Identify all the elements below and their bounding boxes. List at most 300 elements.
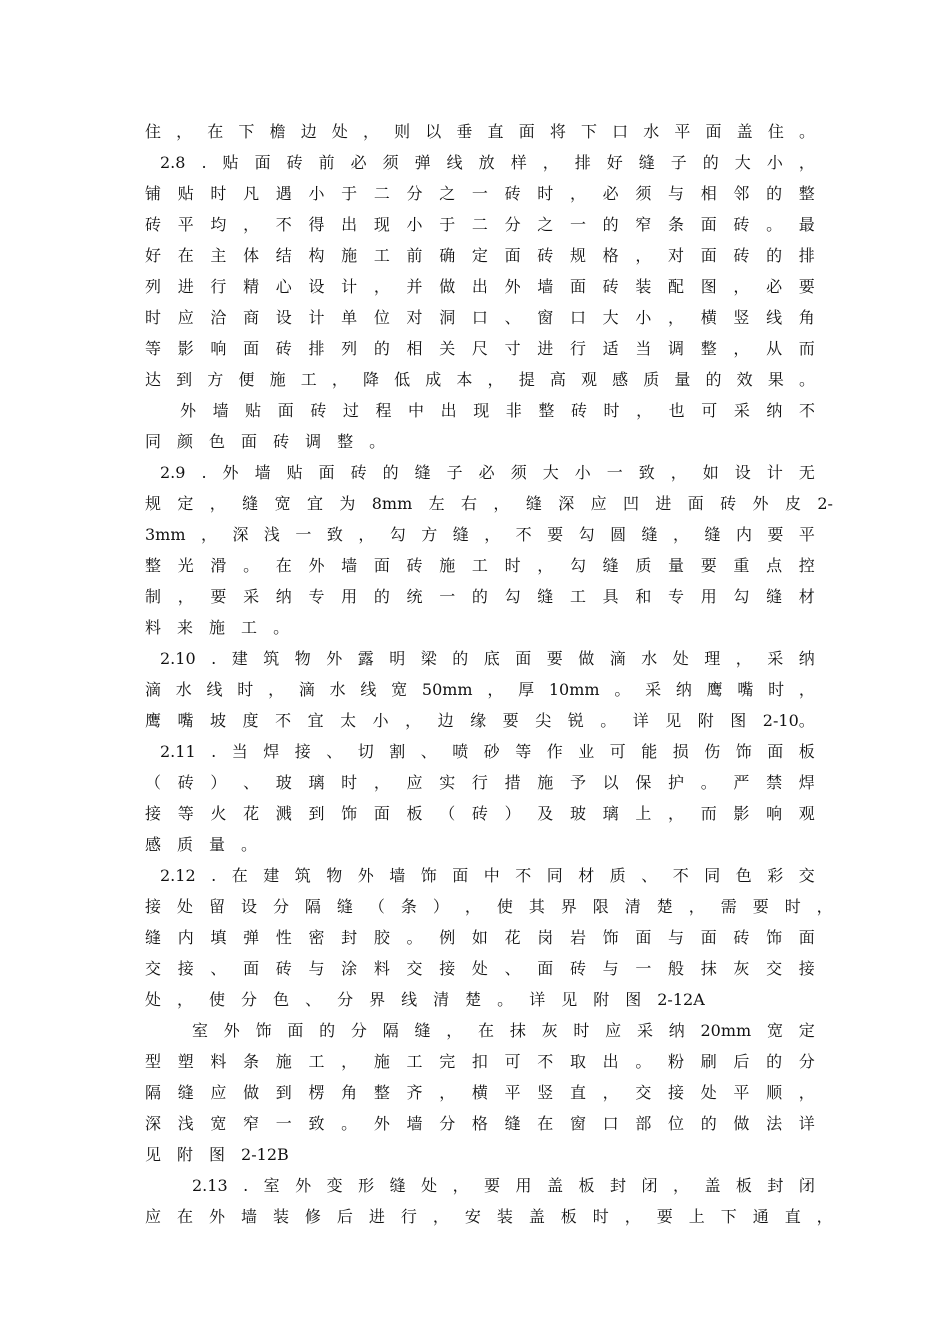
text-token: 内: [177, 928, 194, 947]
text-token: 时: [573, 1021, 590, 1040]
text-token: 其: [528, 897, 545, 916]
text-token: 线: [401, 990, 418, 1009]
text-token: 缝: [504, 1114, 521, 1133]
text-token: 寸: [504, 339, 521, 358]
text-line: [145, 798, 815, 829]
text-token: 洽: [210, 308, 227, 327]
text-token: 要: [484, 1176, 501, 1195]
text-token: 口: [612, 122, 629, 141]
text-token: ，: [439, 1083, 456, 1102]
text-token: 、: [641, 866, 658, 885]
text-token: 之: [537, 215, 554, 234]
text-token: ，: [798, 1083, 815, 1102]
text-token: 浅: [263, 525, 280, 544]
text-token: ，: [537, 556, 554, 575]
text-token: 不: [275, 711, 292, 730]
text-token: ，: [268, 680, 285, 699]
text-token: 面: [767, 742, 784, 761]
text-token: 线: [766, 308, 783, 327]
text-token: 整: [373, 1083, 390, 1102]
text-token: 2.9: [160, 463, 186, 482]
text-token: 建: [231, 649, 248, 668]
text-token: 相: [700, 184, 717, 203]
text-token: 一: [635, 959, 652, 978]
text-token: 玻: [569, 804, 586, 823]
text-token: 分: [350, 1021, 367, 1040]
text-token: 外: [373, 1114, 390, 1133]
text-token: 墙: [254, 463, 271, 482]
text-token: 2-12A: [657, 990, 705, 1009]
text-token: 控: [798, 556, 815, 575]
text-token: 缝: [537, 587, 554, 606]
text-token: 砖: [733, 928, 750, 947]
text-token: 二: [471, 215, 488, 234]
text-token: 勾: [578, 525, 595, 544]
text-token: 闭: [798, 1176, 815, 1195]
text-token: 露: [357, 649, 374, 668]
text-token: 贴: [177, 184, 194, 203]
text-token: 嘴: [737, 680, 754, 699]
text-token: 致: [326, 525, 343, 544]
text-token: 口: [569, 308, 586, 327]
text-token: 贴: [222, 153, 239, 172]
text-token: 观: [580, 370, 597, 389]
text-token: 部: [635, 1114, 652, 1133]
text-token: 、: [210, 959, 227, 978]
text-token: 厚: [518, 680, 535, 699]
text-token: 予: [569, 773, 586, 792]
text-line: [145, 240, 815, 271]
text-token: 如: [471, 928, 488, 947]
text-token: 保: [635, 773, 652, 792]
text-token: 排: [798, 246, 815, 265]
text-token: 要: [767, 525, 784, 544]
text-token: 面: [287, 1021, 304, 1040]
text-token: 面: [241, 432, 258, 451]
text-token: 砖: [537, 246, 554, 265]
text-token: 如: [702, 463, 719, 482]
text-token: 接: [145, 804, 162, 823]
text-token: 密: [308, 928, 325, 947]
text-token: 设: [734, 463, 751, 482]
text-token: 交: [798, 866, 815, 885]
text-token: 尖: [535, 711, 552, 730]
text-token: 排: [308, 339, 325, 358]
text-token: 施: [275, 1052, 292, 1071]
text-token: 平: [798, 525, 815, 544]
text-token: 本: [456, 370, 473, 389]
text-token: 砖: [733, 215, 750, 234]
text-token: ，: [636, 401, 653, 420]
text-token: 缝: [766, 587, 783, 606]
text-token: 重: [733, 556, 750, 575]
text-token: 面: [243, 959, 260, 978]
text-token: 分: [337, 990, 354, 1009]
text-token: 不: [515, 866, 532, 885]
text-token: ，: [733, 339, 750, 358]
text-token: 等: [515, 742, 532, 761]
text-token: 隔: [304, 897, 321, 916]
text-token: 时: [537, 184, 554, 203]
text-token: 嘴: [177, 711, 194, 730]
text-token: 行: [400, 1207, 417, 1226]
text-token: 水: [641, 649, 658, 668]
text-token: 工: [241, 618, 258, 637]
text-token: 下: [580, 122, 597, 141]
text-token: ，: [373, 773, 390, 792]
text-token: 缝: [452, 525, 469, 544]
text-token: 条: [668, 215, 685, 234]
text-token: ，: [816, 1207, 833, 1226]
text-token: 分: [798, 1052, 815, 1071]
text-token: 滴: [609, 649, 626, 668]
text-token: 平: [504, 1083, 521, 1102]
text-token: 外: [208, 1207, 225, 1226]
text-token: 小: [635, 308, 652, 327]
text-token: 具: [602, 587, 619, 606]
text-token: 做: [578, 649, 595, 668]
text-token: 时: [768, 680, 785, 699]
text-token: 小: [574, 463, 591, 482]
text-token: 外: [504, 277, 521, 296]
text-token: 色: [209, 432, 226, 451]
text-token: 材: [578, 866, 595, 885]
text-token: 工: [406, 1052, 423, 1071]
text-token: 接: [177, 959, 194, 978]
text-token: .: [243, 1176, 249, 1195]
text-token: 得: [308, 215, 325, 234]
text-token: ，: [331, 370, 348, 389]
text-token: ，: [602, 1083, 619, 1102]
text-token: 。: [798, 370, 815, 389]
text-token: 图: [625, 990, 642, 1009]
text-token: 位: [373, 308, 390, 327]
text-token: 盖: [704, 1176, 721, 1195]
text-token: 感: [612, 370, 629, 389]
text-token: 相: [406, 339, 423, 358]
text-token: 深: [558, 494, 575, 513]
text-token: 于: [439, 215, 456, 234]
text-token: 边: [300, 122, 317, 141]
text-token: 平: [674, 122, 691, 141]
text-token: 必: [602, 184, 619, 203]
text-token: 应: [590, 494, 607, 513]
text-token: 主: [210, 246, 227, 265]
text-token: 而: [798, 339, 815, 358]
text-token: 二: [373, 184, 390, 203]
text-token: 与: [668, 928, 685, 947]
text-token: 2.10: [160, 649, 196, 668]
text-token: ）: [432, 897, 449, 916]
text-token: 在: [537, 1114, 554, 1133]
text-token: 量: [209, 835, 226, 854]
text-token: 接: [145, 897, 162, 916]
text-token: 面: [243, 339, 260, 358]
text-token: 工: [308, 1052, 325, 1071]
text-token: 定: [177, 494, 194, 513]
text-token: 整: [700, 339, 717, 358]
text-token: 盖: [736, 122, 753, 141]
text-token: 色: [735, 866, 752, 885]
text-token: 板: [735, 1176, 752, 1195]
text-token: 调: [305, 432, 322, 451]
text-token: 彩: [767, 866, 784, 885]
text-token: 附: [593, 990, 610, 1009]
text-token: 交: [766, 959, 783, 978]
text-token: 必: [766, 277, 783, 296]
text-token: 清: [433, 990, 450, 1009]
text-token: 平: [177, 215, 194, 234]
text-token: 应: [406, 773, 423, 792]
text-token: 缝: [336, 897, 353, 916]
text-token: 样: [510, 153, 527, 172]
text-token: 致: [308, 1114, 325, 1133]
text-token: 。: [700, 773, 717, 792]
text-token: 的: [373, 587, 390, 606]
text-line: [145, 1046, 815, 1077]
text-token: 一: [569, 215, 586, 234]
text-token: 工: [300, 370, 317, 389]
text-token: 工: [471, 556, 488, 575]
text-token: 墙: [537, 277, 554, 296]
text-line: [145, 209, 815, 240]
text-token: 水: [329, 680, 346, 699]
text-token: 现: [473, 401, 490, 420]
text-token: 2.13: [192, 1176, 228, 1195]
text-line: [145, 178, 815, 209]
text-token: ，: [635, 246, 652, 265]
text-token: 滴: [298, 680, 315, 699]
text-token: 2-10。: [762, 711, 815, 730]
text-token: 设: [275, 308, 292, 327]
text-token: ，: [798, 680, 815, 699]
text-token: 接: [294, 742, 311, 761]
text-line: [160, 643, 815, 674]
text-token: 的: [766, 246, 783, 265]
text-token: 墙: [341, 556, 358, 575]
text-line: [145, 302, 815, 333]
text-token: 小: [308, 184, 325, 203]
text-token: 板: [578, 1176, 595, 1195]
text-token: ，: [733, 277, 750, 296]
text-token: 图: [209, 1145, 226, 1164]
text-token: ，: [493, 494, 510, 513]
text-token: .: [211, 742, 217, 761]
text-token: 宜: [306, 494, 323, 513]
text-token: 岗: [537, 928, 554, 947]
text-token: 填: [210, 928, 227, 947]
text-token: 边: [437, 711, 454, 730]
text-token: ，: [484, 525, 501, 544]
text-token: 可: [609, 742, 626, 761]
text-token: 一: [275, 1114, 292, 1133]
text-token: 制: [145, 587, 162, 606]
text-token: 同: [546, 866, 563, 885]
text-token: 变: [326, 1176, 343, 1195]
text-token: 工: [373, 246, 390, 265]
text-token: 要: [210, 587, 227, 606]
text-token: 住: [767, 122, 784, 141]
text-token: 分: [272, 897, 289, 916]
text-token: 墙: [389, 866, 406, 885]
text-token: 接: [439, 959, 456, 978]
text-token: 墙: [240, 1207, 257, 1226]
text-token: 程: [375, 401, 392, 420]
text-token: 砖: [504, 184, 521, 203]
text-token: 工: [569, 587, 586, 606]
text-token: 2-: [817, 494, 833, 513]
text-token: 。: [614, 680, 631, 699]
text-token: 。: [406, 928, 423, 947]
text-token: 质: [643, 370, 660, 389]
text-line: [192, 1015, 815, 1046]
text-token: 适: [602, 339, 619, 358]
text-token: 接: [668, 1083, 685, 1102]
text-token: 小: [372, 711, 389, 730]
text-token: 应: [177, 308, 194, 327]
text-token: 安: [464, 1207, 481, 1226]
text-token: 做: [243, 1083, 260, 1102]
text-token: 不: [515, 525, 532, 544]
text-token: 要: [656, 1207, 673, 1226]
text-token: 法: [766, 1114, 783, 1133]
text-token: 做: [439, 277, 456, 296]
text-token: 采: [767, 649, 784, 668]
text-token: 处: [421, 1176, 438, 1195]
text-line: [145, 1077, 815, 1108]
text-token: 、: [243, 773, 260, 792]
text-token: 过: [342, 401, 359, 420]
text-token: 时: [145, 308, 162, 327]
text-line: [145, 1139, 815, 1170]
text-token: 缝: [177, 1083, 194, 1102]
text-token: 量: [674, 370, 691, 389]
text-token: ，: [672, 1176, 689, 1195]
text-token: 感: [145, 835, 162, 854]
text-token: 分: [439, 1114, 456, 1133]
text-line: [145, 116, 815, 147]
text-token: 坡: [210, 711, 227, 730]
text-token: 等: [177, 804, 194, 823]
text-token: 时: [603, 401, 620, 420]
text-token: ，: [373, 277, 390, 296]
text-token: ，: [569, 184, 586, 203]
text-token: 响: [210, 339, 227, 358]
text-token: 面: [700, 215, 717, 234]
text-token: 施: [269, 370, 286, 389]
text-token: 砖: [720, 494, 737, 513]
text-token: 花: [504, 928, 521, 947]
text-token: 详: [632, 711, 649, 730]
text-token: 出: [471, 277, 488, 296]
text-token: 到: [308, 804, 325, 823]
text-token: 弹: [243, 928, 260, 947]
text-token: 料: [210, 1052, 227, 1071]
text-token: 于: [341, 184, 358, 203]
text-token: 施: [439, 556, 456, 575]
text-token: 盖: [528, 1207, 545, 1226]
text-token: 缝: [242, 494, 259, 513]
text-token: 粉: [668, 1052, 685, 1071]
text-token: 达: [145, 370, 162, 389]
text-token: 小: [406, 215, 423, 234]
text-token: 刷: [700, 1052, 717, 1071]
text-token: 8mm: [371, 494, 413, 513]
text-token: 封: [609, 1176, 626, 1195]
text-line: [180, 395, 815, 426]
text-token: ，: [177, 990, 194, 1009]
text-token: 面: [700, 246, 717, 265]
text-token: 面: [687, 494, 704, 513]
text-token: 。: [635, 1052, 652, 1071]
text-token: 见: [145, 1145, 162, 1164]
text-token: 非: [505, 401, 522, 420]
text-token: 。: [241, 835, 258, 854]
text-token: 水: [175, 680, 192, 699]
text-token: 面: [452, 866, 469, 885]
text-token: 时: [592, 1207, 609, 1226]
text-token: 楚: [656, 897, 673, 916]
text-token: 直: [784, 1207, 801, 1226]
text-token: 大: [734, 153, 751, 172]
text-token: 降: [362, 370, 379, 389]
text-token: 影: [177, 339, 194, 358]
text-token: ，: [542, 153, 559, 172]
text-token: 可: [504, 1052, 521, 1071]
text-token: 喷: [452, 742, 469, 761]
text-token: 好: [145, 246, 162, 265]
text-token: 同: [145, 432, 162, 451]
text-token: 面: [373, 556, 390, 575]
text-token: 在: [275, 556, 292, 575]
text-token: 砖: [733, 246, 750, 265]
text-token: 完: [439, 1052, 456, 1071]
text-token: 檐: [269, 122, 286, 141]
text-token: 整: [798, 184, 815, 203]
text-token: ）: [504, 804, 521, 823]
text-token: ，: [735, 649, 752, 668]
text-token: 饰: [255, 1021, 272, 1040]
text-token: 砖: [602, 277, 619, 296]
text-token: 响: [766, 804, 783, 823]
text-token: 纳: [675, 680, 692, 699]
text-token: 性: [275, 928, 292, 947]
text-token: 须: [635, 184, 652, 203]
text-token: 颜: [177, 432, 194, 451]
text-token: 溅: [275, 804, 292, 823]
text-line: [145, 550, 815, 581]
text-token: 在: [207, 122, 224, 141]
text-token: 中: [408, 401, 425, 420]
text-token: 后: [336, 1207, 353, 1226]
text-token: 饰: [420, 866, 437, 885]
text-token: ，: [670, 463, 687, 482]
text-token: 排: [574, 153, 591, 172]
text-token: 好: [606, 153, 623, 172]
text-token: 的: [602, 215, 619, 234]
text-token: 滑: [210, 556, 227, 575]
text-token: 无: [798, 463, 815, 482]
text-token: 取: [569, 1052, 586, 1071]
text-token: 外: [180, 401, 197, 420]
text-token: 格: [602, 246, 619, 265]
text-token: 见: [561, 990, 578, 1009]
text-token: 料: [373, 959, 390, 978]
text-line: [145, 1108, 815, 1139]
text-token: 的: [705, 370, 722, 389]
text-token: 勾: [504, 587, 521, 606]
text-token: 处: [700, 1083, 717, 1102]
